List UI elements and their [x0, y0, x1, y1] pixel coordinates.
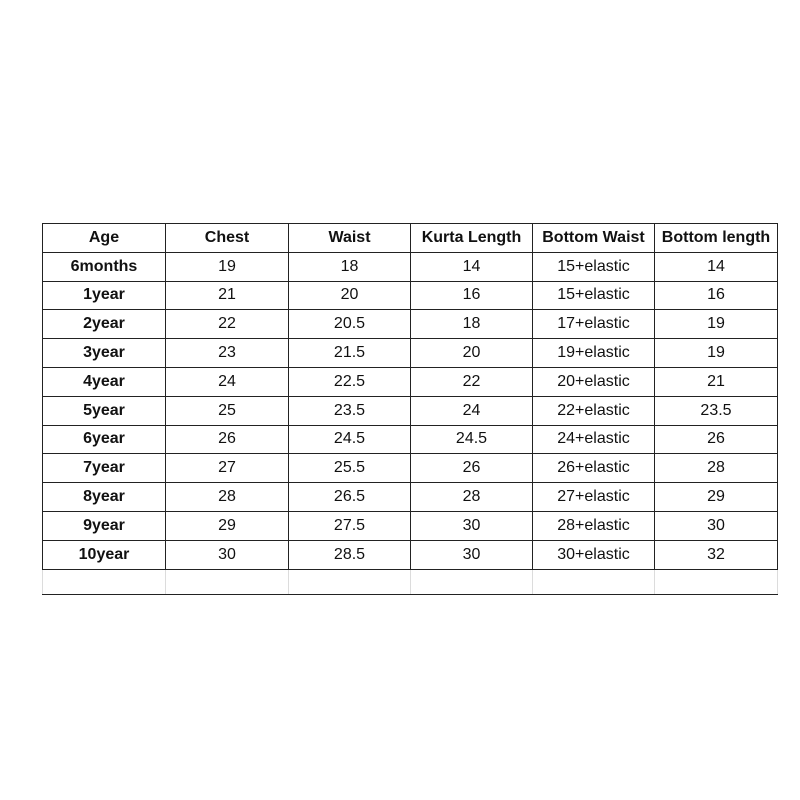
empty-row [43, 569, 778, 594]
cell-bottom-length: 23.5 [655, 396, 778, 425]
table-row [43, 454, 778, 483]
table-row [43, 310, 778, 339]
cell-bottom-length: 19 [655, 339, 778, 368]
table-row [43, 396, 778, 425]
size-chart [42, 223, 777, 595]
cell-kurta-length: 22 [411, 367, 533, 396]
cell-kurta-length: 28 [411, 483, 533, 512]
cell-bottom-waist: 28+elastic [533, 511, 655, 540]
cell-chest: 19 [166, 252, 289, 281]
cell-kurta-length: 14 [411, 252, 533, 281]
cell-chest: 22 [166, 310, 289, 339]
cell-bottom-length: 26 [655, 425, 778, 454]
cell-waist: 22.5 [289, 367, 411, 396]
cell-kurta-length: 24.5 [411, 425, 533, 454]
header-row [43, 224, 778, 253]
cell-kurta-length: 26 [411, 454, 533, 483]
cell-kurta-length: 18 [411, 310, 533, 339]
cell-chest: 21 [166, 281, 289, 310]
cell-bottom-length: 30 [655, 511, 778, 540]
cell-age: 10year [43, 540, 166, 569]
cell-bottom-length: 14 [655, 252, 778, 281]
cell-age: 7year [43, 454, 166, 483]
table-row [43, 367, 778, 396]
cell-bottom-waist: 17+elastic [533, 310, 655, 339]
table-row [43, 540, 778, 569]
cell-age: 3year [43, 339, 166, 368]
cell-waist: 26.5 [289, 483, 411, 512]
cell-kurta-length: 30 [411, 540, 533, 569]
cell-age: 2year [43, 310, 166, 339]
table-row [43, 483, 778, 512]
cell-bottom-waist: 27+elastic [533, 483, 655, 512]
cell-age: 4year [43, 367, 166, 396]
cell-chest: 24 [166, 367, 289, 396]
header-age: Age [43, 224, 166, 253]
cell-waist: 21.5 [289, 339, 411, 368]
cell-age: 1year [43, 281, 166, 310]
cell-chest: 30 [166, 540, 289, 569]
cell-bottom-waist: 24+elastic [533, 425, 655, 454]
table-row [43, 511, 778, 540]
empty-cell [411, 569, 533, 594]
cell-bottom-waist: 26+elastic [533, 454, 655, 483]
cell-kurta-length: 30 [411, 511, 533, 540]
cell-age: 9year [43, 511, 166, 540]
table-body [43, 252, 778, 594]
cell-waist: 25.5 [289, 454, 411, 483]
empty-cell [655, 569, 778, 594]
cell-bottom-waist: 15+elastic [533, 252, 655, 281]
cell-bottom-length: 16 [655, 281, 778, 310]
cell-age: 6months [43, 252, 166, 281]
empty-cell [289, 569, 411, 594]
cell-waist: 18 [289, 252, 411, 281]
cell-bottom-length: 32 [655, 540, 778, 569]
header-chest: Chest [166, 224, 289, 253]
cell-waist: 27.5 [289, 511, 411, 540]
cell-bottom-waist: 22+elastic [533, 396, 655, 425]
cell-kurta-length: 24 [411, 396, 533, 425]
header-waist: Waist [289, 224, 411, 253]
cell-waist: 24.5 [289, 425, 411, 454]
table-row [43, 281, 778, 310]
cell-bottom-waist: 19+elastic [533, 339, 655, 368]
cell-kurta-length: 16 [411, 281, 533, 310]
cell-bottom-length: 28 [655, 454, 778, 483]
cell-waist: 20.5 [289, 310, 411, 339]
cell-bottom-length: 19 [655, 310, 778, 339]
cell-chest: 23 [166, 339, 289, 368]
cell-bottom-length: 29 [655, 483, 778, 512]
cell-chest: 28 [166, 483, 289, 512]
header-kurta-length: Kurta Length [411, 224, 533, 253]
cell-chest: 26 [166, 425, 289, 454]
cell-chest: 27 [166, 454, 289, 483]
header-bottom-waist: Bottom Waist [533, 224, 655, 253]
size-chart-table [42, 223, 778, 595]
table-row [43, 339, 778, 368]
empty-cell [43, 569, 166, 594]
cell-chest: 25 [166, 396, 289, 425]
cell-age: 6year [43, 425, 166, 454]
cell-kurta-length: 20 [411, 339, 533, 368]
cell-waist: 20 [289, 281, 411, 310]
cell-bottom-waist: 15+elastic [533, 281, 655, 310]
cell-waist: 28.5 [289, 540, 411, 569]
table-row [43, 252, 778, 281]
empty-cell [533, 569, 655, 594]
cell-age: 8year [43, 483, 166, 512]
cell-waist: 23.5 [289, 396, 411, 425]
cell-age: 5year [43, 396, 166, 425]
table-row [43, 425, 778, 454]
empty-cell [166, 569, 289, 594]
cell-bottom-waist: 30+elastic [533, 540, 655, 569]
cell-bottom-waist: 20+elastic [533, 367, 655, 396]
header-bottom-length: Bottom length [655, 224, 778, 253]
cell-bottom-length: 21 [655, 367, 778, 396]
cell-chest: 29 [166, 511, 289, 540]
